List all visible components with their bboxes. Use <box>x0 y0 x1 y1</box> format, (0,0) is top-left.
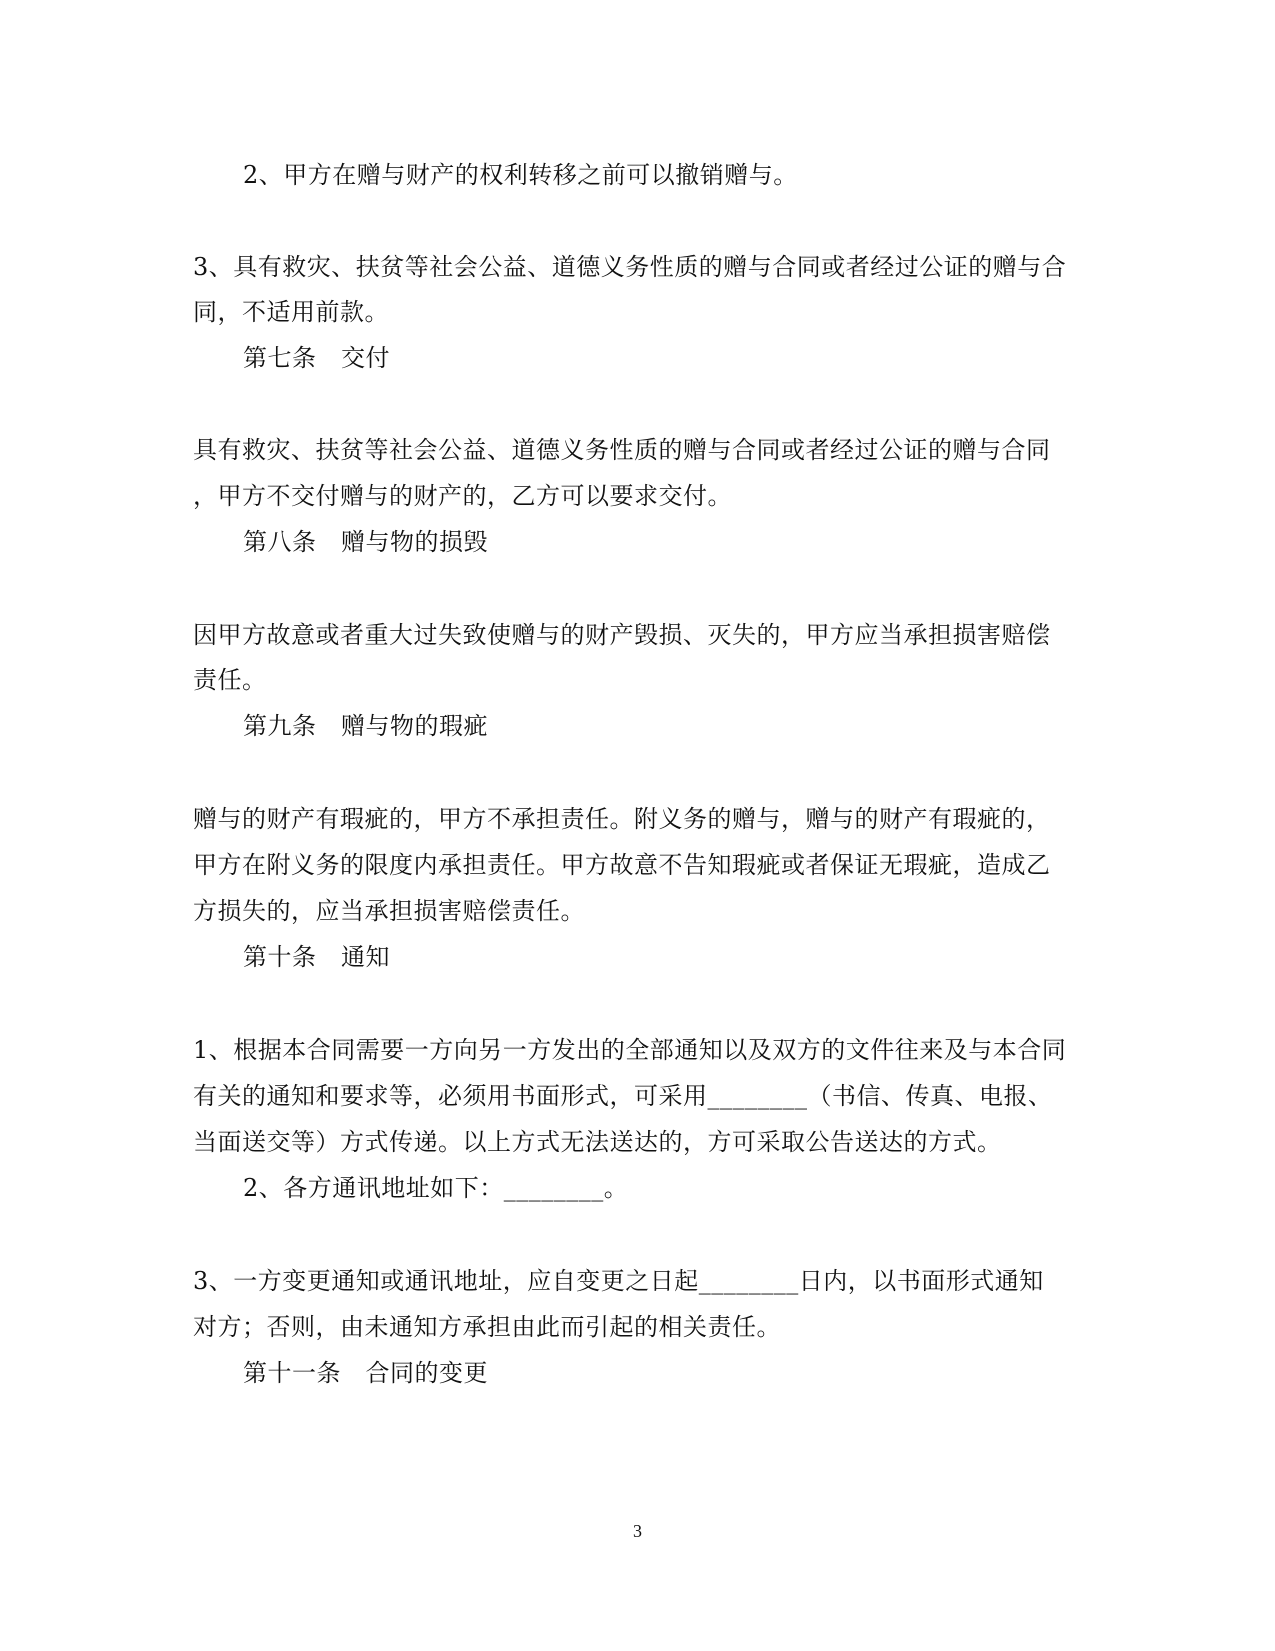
clause-8-text-line-2: 责任。 <box>193 666 267 694</box>
clause-10-item-1-line-1: 1、根据本合同需要一方向另一方发出的全部通知以及双方的文件往来及与本合同 <box>193 1036 1067 1064</box>
page-number: 3 <box>633 1521 642 1541</box>
clause-10-item-3-line-2: 对方；否则，由未通知方承担由此而引起的相关责任。 <box>193 1313 781 1341</box>
clause-8-text-line-1: 因甲方故意或者重大过失致使赠与的财产毁损、灭失的，甲方应当承担损害赔偿 <box>193 621 1051 649</box>
clause-11-heading: 第十一条 合同的变更 <box>243 1359 488 1387</box>
clause-6-item-3-line-2: 同，不适用前款。 <box>193 298 389 326</box>
clause-6-item-3-line-1: 3、具有救灾、扶贫等社会公益、道德义务性质的赠与合同或者经过公证的赠与合 <box>193 253 1067 281</box>
clause-8-heading: 第八条 赠与物的损毁 <box>243 528 488 556</box>
clause-7-heading: 第七条 交付 <box>243 344 390 372</box>
clause-10-heading: 第十条 通知 <box>243 943 390 971</box>
clause-9-text-line-1: 赠与的财产有瑕疵的，甲方不承担责任。附义务的赠与，赠与的财产有瑕疵的， <box>193 805 1051 833</box>
clause-10-item-1-line-2: 有关的通知和要求等，必须用书面形式，可采用________（书信、传真、电报、 <box>193 1082 1053 1110</box>
clause-10-item-1-line-3: 当面送交等）方式传递。以上方式无法送达的，方可采取公告送达的方式。 <box>193 1128 1002 1156</box>
clause-9-text-line-3: 方损失的，应当承担损害赔偿责任。 <box>193 897 585 925</box>
clause-7-text-line-1: 具有救灾、扶贫等社会公益、道德义务性质的赠与合同或者经过公证的赠与合同 <box>193 436 1051 464</box>
clause-9-heading: 第九条 赠与物的瑕疵 <box>243 712 488 740</box>
clause-10-item-2: 2、各方通讯地址如下：________。 <box>243 1174 629 1202</box>
clause-7-text-line-2: ，甲方不交付赠与的财产的，乙方可以要求交付。 <box>193 482 732 510</box>
clause-6-item-2: 2、甲方在赠与财产的权利转移之前可以撤销赠与。 <box>243 161 798 189</box>
clause-10-item-3-line-1: 3、一方变更通知或通讯地址，应自变更之日起________日内，以书面形式通知 <box>193 1267 1044 1295</box>
clause-9-text-line-2: 甲方在附义务的限度内承担责任。甲方故意不告知瑕疵或者保证无瑕疵，造成乙 <box>193 851 1051 879</box>
